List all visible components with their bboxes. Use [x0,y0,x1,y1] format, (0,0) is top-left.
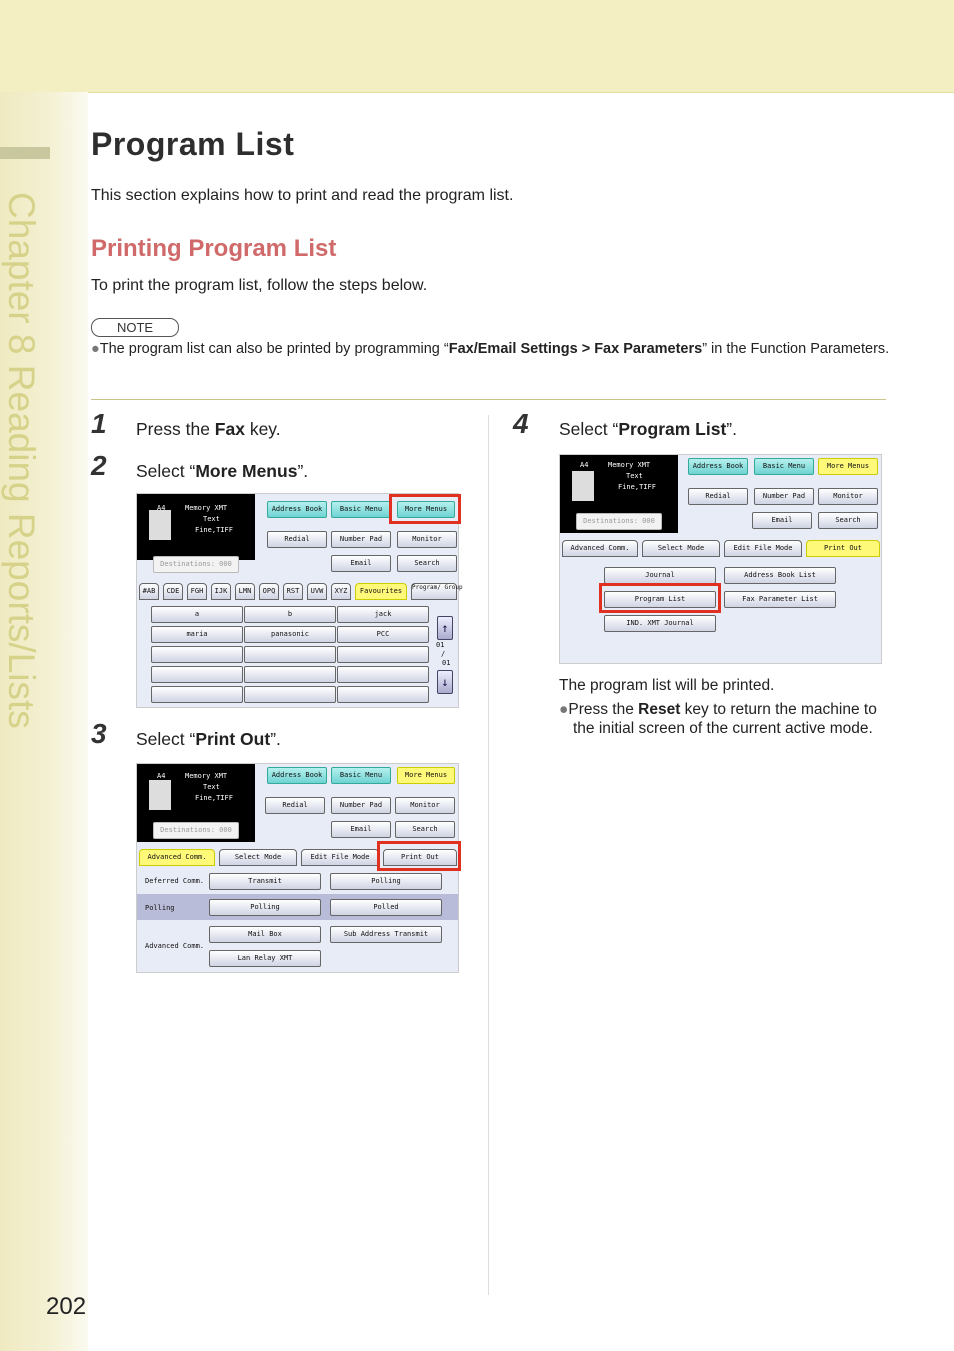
address-book-list-button[interactable]: Address Book List [724,567,836,584]
page-indicator-top: 01 [436,641,445,649]
fav-empty[interactable] [151,646,243,663]
program-list-button[interactable]: Program List [604,591,716,608]
screen-more-menus [136,493,463,708]
tab-opq[interactable]: OPQ [259,583,279,600]
step-2-number: 2 [91,450,107,481]
more-menus-button[interactable]: More Menus [397,767,455,784]
tab-uvw[interactable]: UVW [307,583,327,600]
tab-advanced-comm[interactable]: Advanced Comm. [562,540,638,557]
tab-advanced-comm[interactable]: Advanced Comm. [139,849,215,866]
tab-favourites[interactable]: Favourites [355,583,407,600]
destinations-button[interactable]: Destinations: 000 [153,556,239,573]
tab-ijk[interactable]: IJK [211,583,231,600]
fav-pcc[interactable]: PCC [337,626,429,643]
tab-cde[interactable]: CDE [163,583,183,600]
fav-empty[interactable] [151,686,243,703]
basic-menu-button[interactable]: Basic Menu [331,767,391,784]
step-3-number: 3 [91,718,107,749]
fav-empty[interactable] [337,686,429,703]
tab-program-group[interactable]: Program/ Group [411,583,457,600]
sub-address-transmit-button[interactable]: Sub Address Transmit [330,926,442,943]
scroll-down-icon[interactable]: ↓ [437,670,453,694]
mail-box-button[interactable]: Mail Box [209,926,321,943]
address-book-button[interactable]: Address Book [267,767,327,784]
more-menus-button[interactable]: More Menus [818,458,878,475]
document-icon [149,780,171,810]
monitor-button[interactable]: Monitor [397,531,457,548]
fav-panasonic[interactable]: panasonic [244,626,336,643]
fav-empty[interactable] [244,666,336,683]
number-pad-button[interactable]: Number Pad [754,488,814,505]
highlight-print-out [377,841,461,871]
status-panel: A4 Memory XMT Text Fine,TIFF Destinations: 000 [137,764,255,842]
bullet-icon: ● [91,341,100,357]
intro-text: This section explains how to print and read the program list. [91,187,514,204]
step-3-text: Select “Print Out”. [136,729,281,749]
polling-button[interactable]: Polling [330,873,442,890]
redial-button[interactable]: Redial [688,488,748,505]
tab-select-mode[interactable]: Select Mode [642,540,720,557]
highlight-program-list [599,583,721,613]
page-title: Program List [91,126,295,162]
step-4-number: 4 [513,408,529,439]
redial-button[interactable]: Redial [267,531,327,548]
number-pad-button[interactable]: Number Pad [331,797,391,814]
email-button[interactable]: Email [752,512,812,529]
section-heading: Printing Program List [91,235,337,262]
chapter-side-title: Chapter 8 Reading Reports/Lists [1,192,42,729]
step-1-number: 1 [91,408,107,439]
side-tab-marker [0,147,50,159]
step-2-text: Select “More Menus”. [136,461,309,481]
fav-a[interactable]: a [151,606,243,623]
document-icon [149,510,171,540]
basic-menu-button[interactable]: Basic Menu [754,458,814,475]
journal-button[interactable]: Journal [604,567,716,584]
tab-fgh[interactable]: FGH [187,583,207,600]
document-icon [572,471,594,501]
step-1-text: Press the Fax key. [136,419,281,439]
tab-print-out[interactable]: Print Out [383,849,457,866]
highlight-more-menus [389,494,461,524]
tab-edit-file-mode[interactable]: Edit File Mode [301,849,379,866]
tab-select-mode[interactable]: Select Mode [219,849,297,866]
result-text: The program list will be printed. [559,677,775,694]
tab-print-out[interactable]: Print Out [806,540,880,557]
fav-empty[interactable] [337,646,429,663]
section-intro: To print the program list, follow the steps below. [91,277,428,294]
tab-edit-file-mode[interactable]: Edit File Mode [724,540,802,557]
fav-empty[interactable] [244,686,336,703]
top-band [0,0,954,93]
note-bold: Fax/Email Settings > Fax Parameters [448,341,703,357]
destinations-button[interactable]: Destinations: 000 [576,513,662,530]
fax-parameter-list-button[interactable]: Fax Parameter List [724,591,836,608]
reset-note: ●Press the Reset key to return the machine to the initial screen of the current active mode. [559,701,877,737]
ind-xmt-journal-button[interactable]: IND. XMT Journal [604,615,716,632]
tab-rst[interactable]: RST [283,583,303,600]
address-book-button[interactable]: Address Book [688,458,748,475]
fav-b[interactable]: b [244,606,336,623]
screen-print-out [136,763,459,973]
advanced-comm-label: Advanced Comm. [145,942,205,950]
step-4-text: Select “Program List”. [559,419,737,439]
monitor-button[interactable]: Monitor [818,488,878,505]
note-text [91,340,891,359]
search-button[interactable]: Search [395,821,455,838]
divider [91,399,886,400]
polling-label: Polling [145,904,175,912]
fav-empty[interactable] [151,666,243,683]
note-pre: The program list can also be printed by programming “ [99,341,449,357]
polled-button[interactable]: Polled [330,899,442,916]
status-panel: A4 Memory XMT Text Fine,TIFF Destinations: 000 [560,455,678,533]
lan-relay-xmt-button[interactable]: Lan Relay XMT [209,950,321,967]
tab-xyz[interactable]: XYZ [331,583,351,600]
screen-program-list [559,454,882,664]
bullet-icon: ● [559,701,569,718]
scroll-up-icon[interactable]: ↑ [437,616,453,640]
deferred-comm-label: Deferred Comm. [145,877,205,885]
email-button[interactable]: Email [331,821,391,838]
monitor-button[interactable]: Monitor [395,797,455,814]
more-menus-button[interactable]: More Menus [397,501,455,518]
search-button[interactable]: Search [818,512,878,529]
note-badge: NOTE [91,318,179,337]
basic-menu-button[interactable]: Basic Menu [331,501,391,518]
note-post: ” in the Function Parameters. [702,341,890,357]
destinations-button[interactable]: Destinations: 000 [153,822,239,839]
fav-empty[interactable] [244,646,336,663]
transmit-button[interactable]: Transmit [209,873,321,890]
page-number: 202 [46,1293,87,1320]
page-indicator-sep: / [441,650,446,658]
tab-ab[interactable]: #AB [139,583,159,600]
tab-lmn[interactable]: LMN [235,583,255,600]
fav-maria[interactable]: maria [151,626,243,643]
address-book-button[interactable]: Address Book [267,501,327,518]
column-divider [488,415,489,1295]
redial-button[interactable]: Redial [265,797,325,814]
page-indicator-bottom: 01 [442,659,451,667]
fav-jack[interactable]: jack [337,606,429,623]
number-pad-button[interactable]: Number Pad [331,531,391,548]
status-panel: A4 Memory XMT Text Fine,TIFF Destinations: 000 [137,494,255,560]
email-button[interactable]: Email [331,555,391,572]
fav-empty[interactable] [337,666,429,683]
search-button[interactable]: Search [397,555,457,572]
polling-button-2[interactable]: Polling [209,899,321,916]
